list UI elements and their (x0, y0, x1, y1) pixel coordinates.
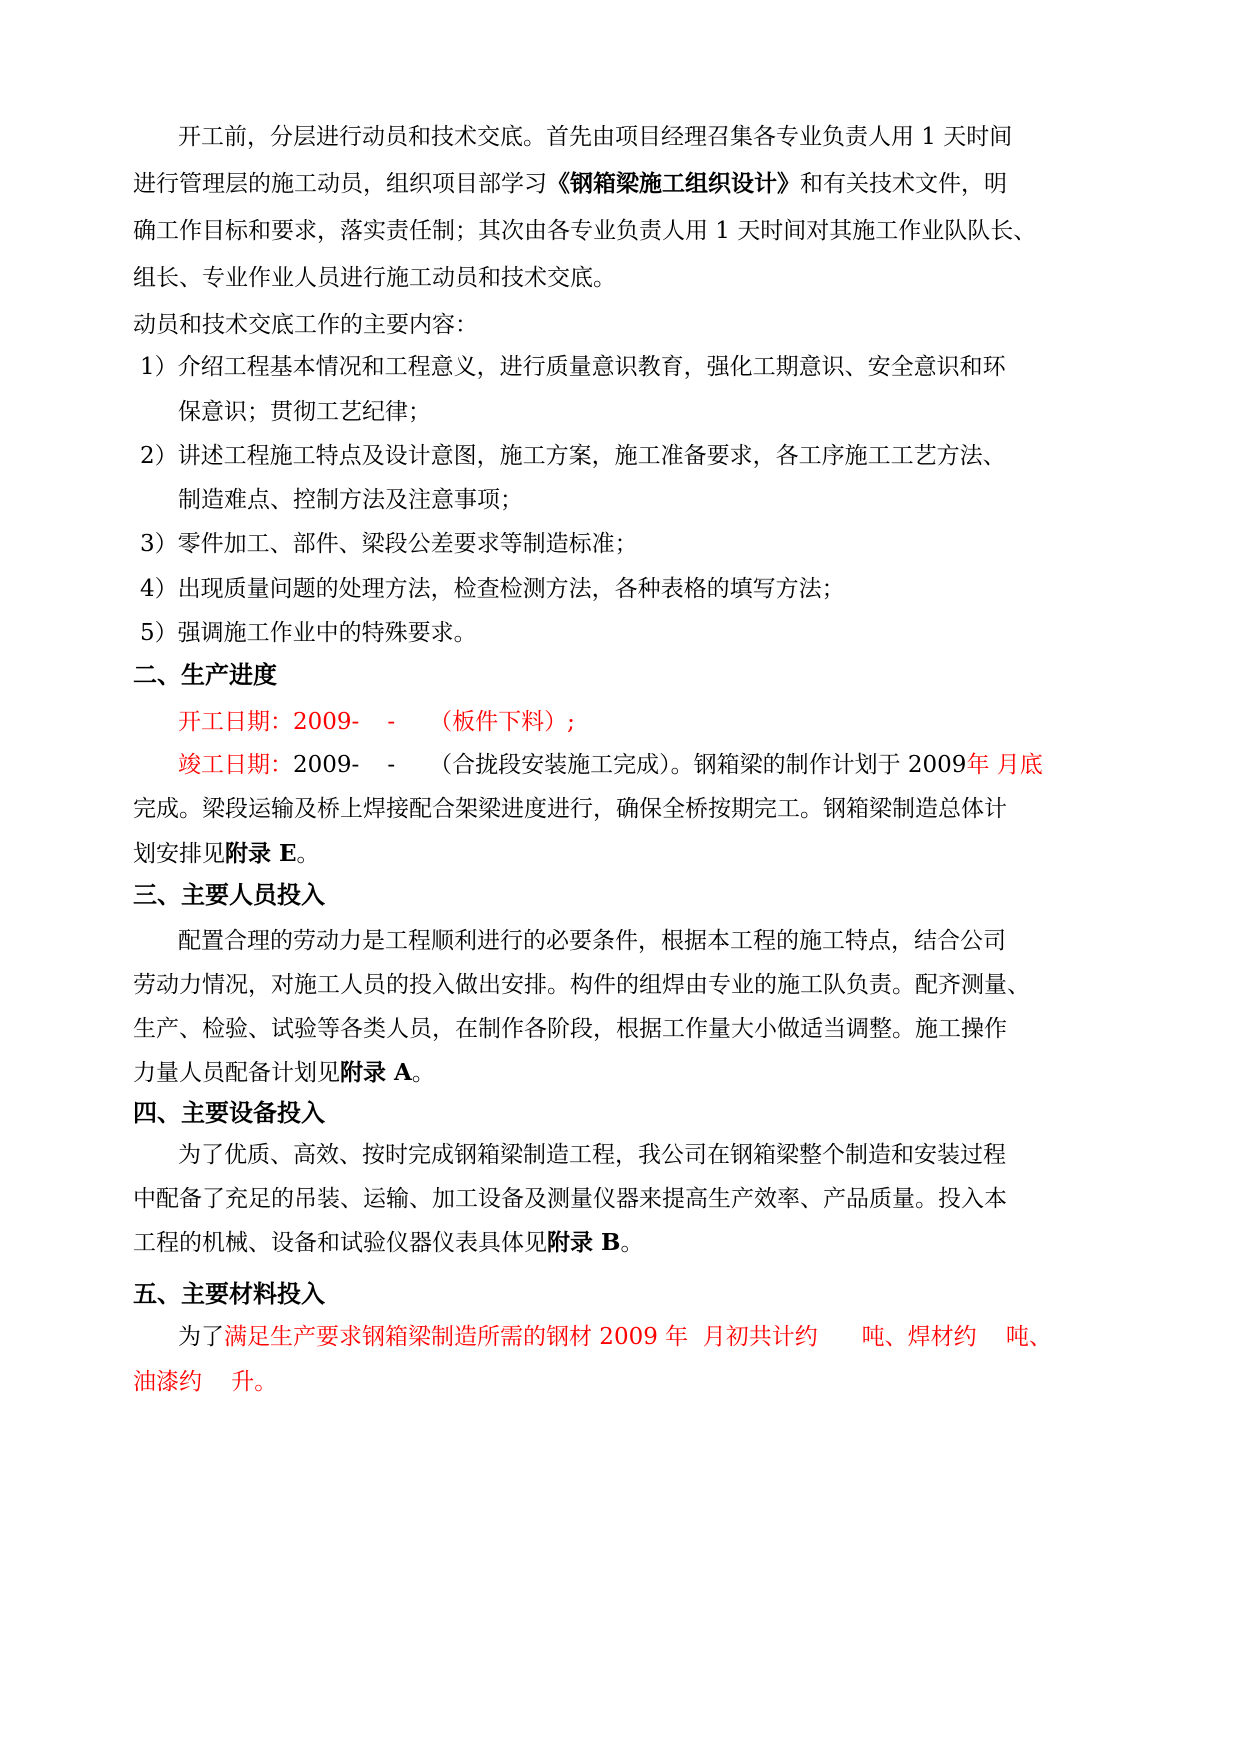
end-date-month: 年 月底 (966, 752, 1043, 778)
list-number: 1） (140, 354, 178, 380)
text-run: 。 (620, 1230, 644, 1256)
section-heading (0, 660, 1241, 710)
paragraph-line (0, 122, 1241, 172)
text-run: 组长、专业作业人员进行施工动员和技术交底。 (133, 265, 616, 291)
document-title-reference: 《钢箱梁施工组织设计》 (547, 170, 800, 197)
end-date-line (0, 750, 1241, 800)
text-run: 进行管理层的施工动员，组织项目部学习 (133, 171, 547, 197)
appendix-reference: 附录 B (547, 1229, 621, 1256)
paragraph-line (0, 794, 1241, 844)
heading-text: 三、主要人员投入 (133, 880, 325, 909)
list-text: 介绍工程基本情况和工程意义，进行质量意识教育，强化工期意识、安全意识和环 (177, 354, 1006, 380)
section-heading (0, 880, 1241, 930)
paragraph-line (0, 1014, 1241, 1064)
paragraph-line (0, 1228, 1241, 1278)
text-run: 生产、检验、试验等各类人员，在制作各阶段，根据工作量大小做适当调整。施工操作 (133, 1016, 1007, 1042)
text-run: 动员和技术交底工作的主要内容： (133, 312, 478, 338)
list-text: 出现质量问题的处理方法，检查检测方法，各种表格的填写方法； (177, 576, 845, 602)
text-run: 确工作目标和要求，落实责任制；其次由各专业负责人用 1 天时间对其施工作业队队长、 (133, 218, 1037, 244)
text-run: 配置合理的劳动力是工程顺利进行的必要条件，根据本工程的施工特点，结合公司 (178, 928, 1006, 954)
text-run: 工程的机械、设备和试验仪器仪表具体见 (133, 1230, 547, 1256)
date-separator: - (387, 709, 396, 735)
list-number: 2） (140, 443, 178, 469)
materials-quantities: 满足生产要求钢箱梁制造所需的钢材 2009 年 月初共计约 吨、焊材约 吨、 (224, 1324, 1052, 1350)
text-run: 和有关技术文件，明 (800, 171, 1007, 197)
text-run: 中配备了充足的吊装、运输、加工设备及测量仪器来提高生产效率、产品质量。投入本 (133, 1186, 1007, 1212)
list-text: 讲述工程施工特点及设计意图，施工方案，施工准备要求，各工序施工工艺方法、 (177, 443, 1006, 469)
text-run: 为了 (178, 1324, 224, 1350)
start-date-label: 开工日期：2009- (178, 709, 360, 735)
paragraph-line (0, 926, 1241, 976)
start-date-note: （板件下料）; (429, 709, 575, 735)
list-number: 4） (140, 576, 178, 602)
paragraph-line (0, 970, 1241, 1020)
date-separator: - (387, 752, 396, 778)
end-date-year: 2009- (293, 752, 360, 778)
heading-text: 四、主要设备投入 (133, 1098, 325, 1127)
paragraph-line (0, 1184, 1241, 1234)
paragraph-line (0, 216, 1241, 266)
heading-text: 二、生产进度 (133, 660, 277, 689)
paragraph-line (0, 1140, 1241, 1190)
paragraph-line (0, 1367, 1241, 1417)
list-item (0, 574, 1241, 624)
appendix-reference: 附录 E (225, 840, 297, 867)
text-run: 划安排见 (133, 841, 225, 867)
text-run: 。 (411, 1060, 435, 1086)
text-run: 劳动力情况，对施工人员的投入做出安排。构件的组焊由专业的施工队负责。配齐测量、 (133, 972, 1030, 998)
paragraph-line (0, 1322, 1241, 1372)
paragraph-line (0, 263, 1241, 313)
list-item-continuation (0, 397, 1241, 447)
text-run: 为了优质、高效、按时完成钢箱梁制造工程，我公司在钢箱梁整个制造和安装过程 (178, 1142, 1006, 1168)
list-text: 制造难点、控制方法及注意事项； (178, 487, 523, 513)
list-text: 零件加工、部件、梁段公差要求等制造标准； (177, 531, 638, 557)
materials-quantities: 油漆约 升。 (133, 1369, 278, 1395)
list-item (0, 441, 1241, 491)
text-run: 力量人员配备计划见 (133, 1060, 340, 1086)
paragraph-line (0, 169, 1241, 219)
end-date-label: 竣工日期： (178, 752, 293, 778)
list-number: 5） (140, 620, 178, 646)
list-number: 3） (140, 531, 178, 557)
list-item (0, 352, 1241, 402)
heading-text: 五、主要材料投入 (133, 1279, 325, 1308)
list-item-continuation (0, 485, 1241, 535)
text-run: 开工前，分层进行动员和技术交底。首先由项目经理召集各专业负责人用 1 天时间 (178, 124, 1013, 150)
end-date-note: （合拢段安装施工完成）。钢箱梁的制作计划于 2009 (429, 752, 967, 778)
list-text: 强调施工作业中的特殊要求。 (177, 620, 477, 646)
text-run: 完成。梁段运输及桥上焊接配合架梁进度进行，确保全桥按期完工。钢箱梁制造总体计 (133, 796, 1007, 822)
list-text: 保意识；贯彻工艺纪律； (178, 399, 431, 425)
text-run: 。 (296, 841, 320, 867)
appendix-reference: 附录 A (340, 1059, 412, 1086)
list-item (0, 529, 1241, 579)
